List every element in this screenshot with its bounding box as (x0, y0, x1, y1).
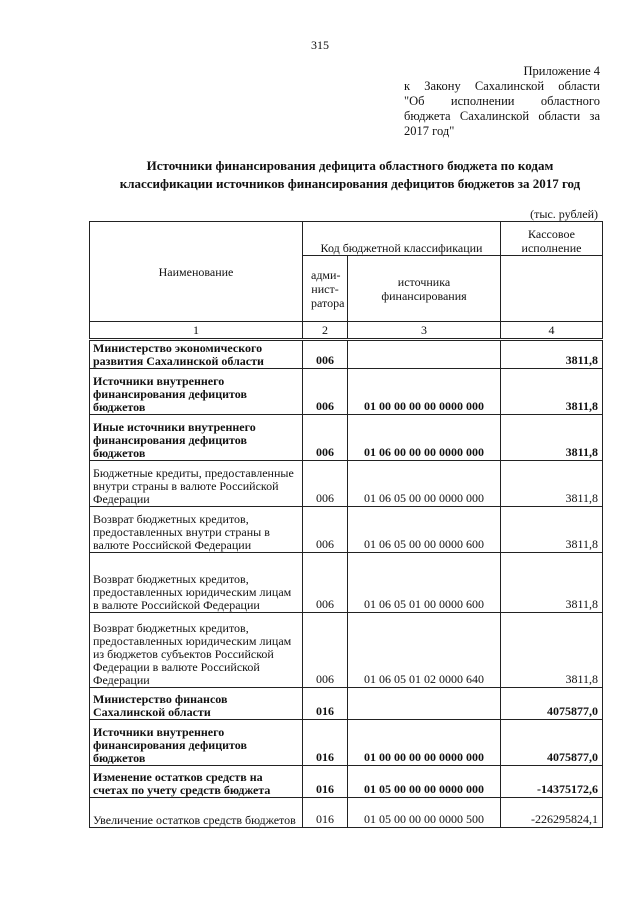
table-cell-amount: 3811,8 (501, 369, 603, 415)
table-row (90, 461, 603, 507)
column-number: 1 (90, 322, 303, 340)
table-cell-amount: 3811,8 (501, 553, 603, 613)
table-cell-name: Увеличение остатков средств бюджетов (90, 798, 303, 828)
table-cell-amount: 3811,8 (501, 340, 603, 369)
appendix-line: 2017 год" (404, 124, 455, 138)
table-cell-name: Возврат бюджетных кредитов, предоставленных юридическим лицам из бюджетов субъектов Российской Федерации в валюте Российской Федерации (90, 613, 303, 688)
table-body (90, 340, 603, 828)
table-cell-admin: 006 (303, 507, 348, 553)
table-cell-amount: 3811,8 (501, 415, 603, 461)
table-cell-admin: 006 (303, 340, 348, 369)
table-cell-admin: 006 (303, 415, 348, 461)
table-cell-source (348, 340, 501, 369)
table-row (90, 688, 603, 720)
table-row (90, 798, 603, 828)
appendix-line: Приложение 4 (523, 64, 600, 78)
table-cell-amount: -226295824,1 (501, 798, 603, 828)
column-number: 4 (501, 322, 603, 340)
table-row (90, 720, 603, 766)
table-cell-amount: 3811,8 (501, 613, 603, 688)
header-empty (501, 256, 603, 322)
table-cell-source: 01 06 05 01 02 0000 640 (348, 613, 501, 688)
table-cell-source: 01 06 05 00 00 0000 600 (348, 507, 501, 553)
table-cell-amount: 3811,8 (501, 461, 603, 507)
table-cell-source: 01 00 00 00 00 0000 000 (348, 720, 501, 766)
table-cell-source: 01 06 05 01 00 0000 600 (348, 553, 501, 613)
table-cell-name: Возврат бюджетных кредитов, предоставленных внутри страны в валюте Российской Федерации (90, 507, 303, 553)
table-cell-name: Иные источники внутреннего финансирования дефицитов бюджетов (90, 415, 303, 461)
appendix-line: "Об исполнении областного (404, 94, 600, 108)
table-cell-amount: -14375172,6 (501, 766, 603, 798)
appendix-line: бюджета Сахалинской области за (404, 109, 600, 123)
table-cell-source: 01 06 00 00 00 0000 000 (348, 415, 501, 461)
table-cell-admin: 016 (303, 720, 348, 766)
table-cell-admin: 016 (303, 798, 348, 828)
table-row (90, 369, 603, 415)
table-row (90, 553, 603, 613)
units-label: (тыс. рублей) (530, 207, 598, 221)
table-cell-admin: 006 (303, 613, 348, 688)
title-line: Источники финансирования дефицита областного бюджета по кодам (146, 158, 554, 173)
column-number: 2 (303, 322, 348, 340)
header-source: источника финансирования (348, 256, 501, 322)
table-cell-name: Бюджетные кредиты, предоставленные внутри страны в валюте Российской Федерации (90, 461, 303, 507)
table-row (90, 507, 603, 553)
table-cell-name: Изменение остатков средств на счетах по учету средств бюджета (90, 766, 303, 798)
table-cell-source: 01 00 00 00 00 0000 000 (348, 369, 501, 415)
table-cell-source: 01 06 05 00 00 0000 000 (348, 461, 501, 507)
table-cell-admin: 016 (303, 766, 348, 798)
header-name: Наименование (90, 222, 303, 322)
table-cell-admin: 016 (303, 688, 348, 720)
table-cell-amount: 3811,8 (501, 507, 603, 553)
table-row (90, 340, 603, 369)
table-cell-name: Министерство экономического развития Сахалинской области (90, 340, 303, 369)
header-amount: Кассовое исполнение (501, 222, 603, 256)
document-title (60, 157, 640, 193)
table-cell-source: 01 05 00 00 00 0000 000 (348, 766, 501, 798)
appendix-line: к Закону Сахалинской области (404, 79, 600, 93)
table-cell-source: 01 05 00 00 00 0000 500 (348, 798, 501, 828)
column-number: 3 (348, 322, 501, 340)
table-row (90, 613, 603, 688)
table-cell-name: Министерство финансов Сахалинской области (90, 688, 303, 720)
header-admin: адми-нист-ратора (303, 256, 348, 322)
table-row (90, 415, 603, 461)
table-cell-name: Источники внутреннего финансирования дефицитов бюджетов (90, 369, 303, 415)
financing-table (89, 221, 603, 828)
table-cell-amount: 4075877,0 (501, 688, 603, 720)
table-cell-source (348, 688, 501, 720)
header-code-group: Код бюджетной классификации (303, 222, 501, 256)
title-line: классификации источников финансирования дефицитов бюджетов за 2017 год (119, 176, 581, 191)
table-cell-admin: 006 (303, 461, 348, 507)
appendix-block (404, 64, 600, 139)
table-cell-name: Источники внутреннего финансирования дефицитов бюджетов (90, 720, 303, 766)
table-cell-admin: 006 (303, 553, 348, 613)
table-cell-name: Возврат бюджетных кредитов, предоставленных юридическим лицам в валюте Российской Федерации (90, 553, 303, 613)
table-cell-amount: 4075877,0 (501, 720, 603, 766)
table-row (90, 766, 603, 798)
table-cell-admin: 006 (303, 369, 348, 415)
page-number: 315 (311, 38, 329, 52)
